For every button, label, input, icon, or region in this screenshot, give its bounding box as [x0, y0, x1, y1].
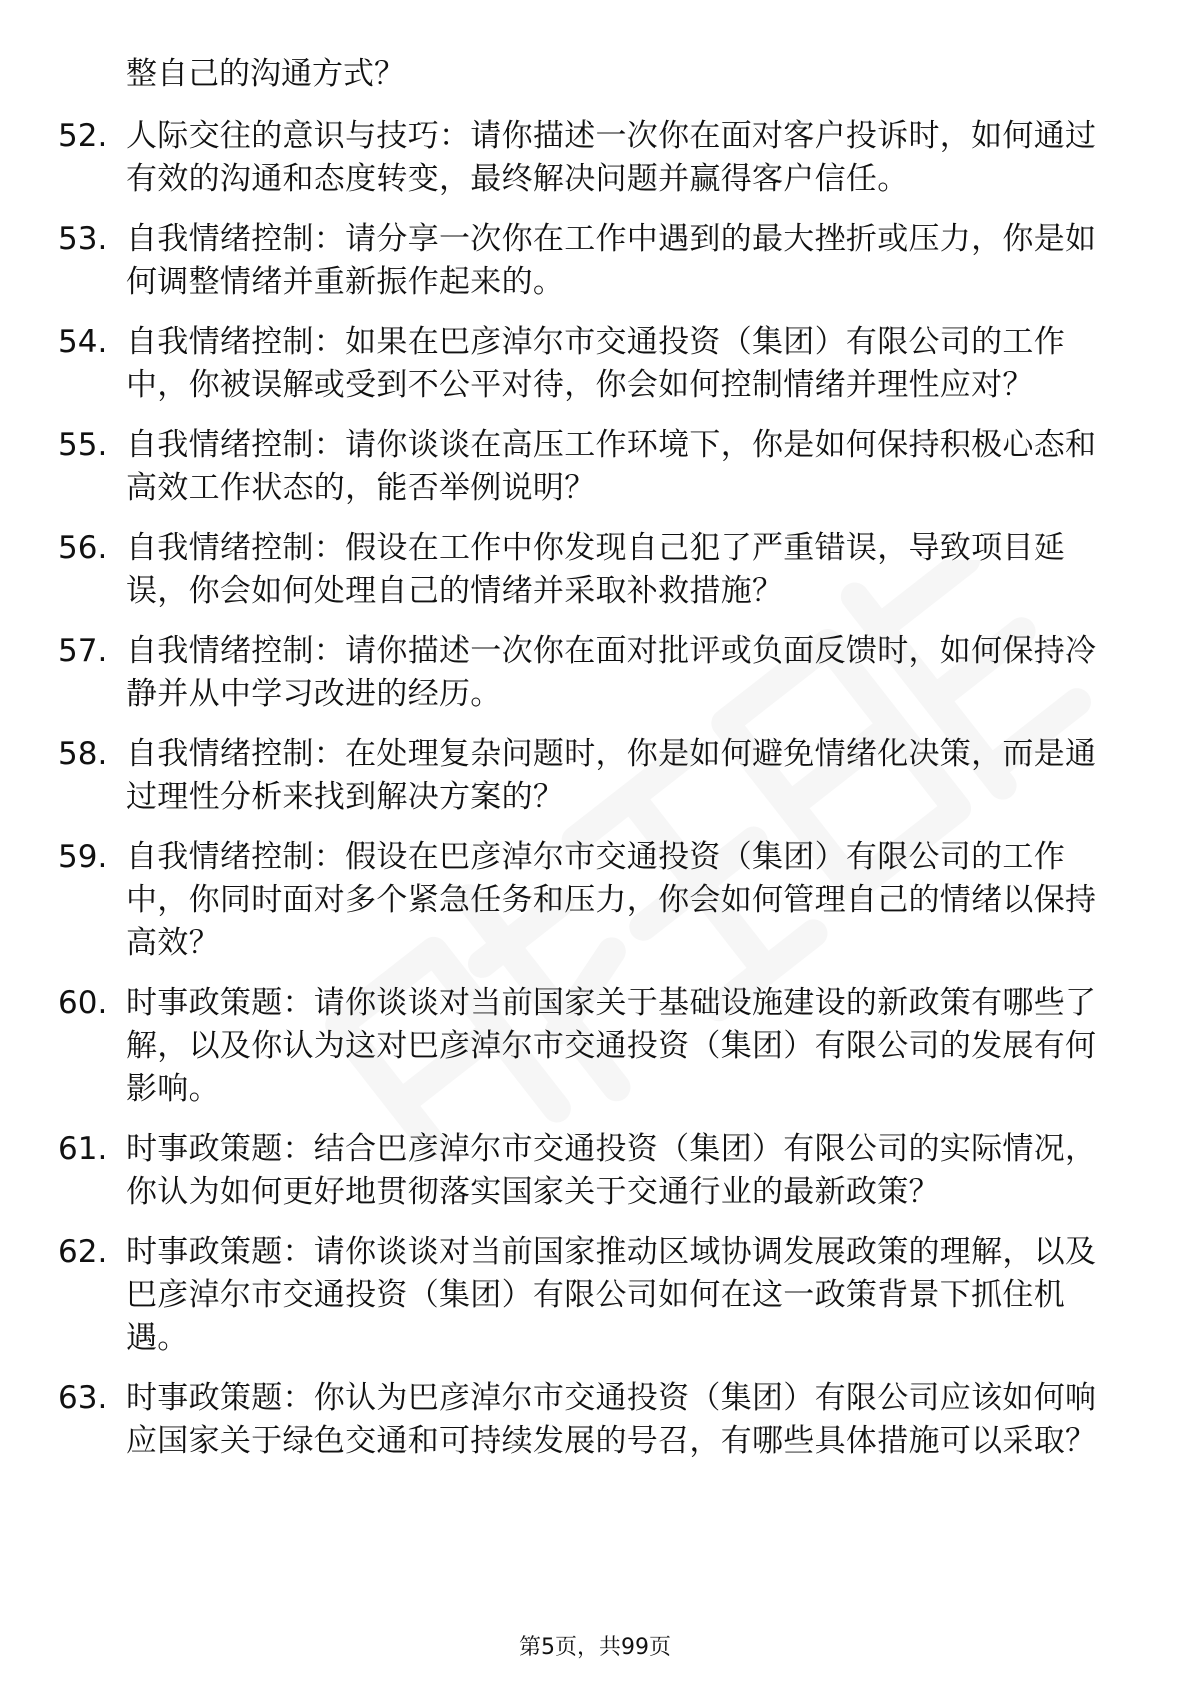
item-number: 58.	[58, 736, 108, 772]
list-item	[58, 982, 1108, 1111]
question-list	[58, 52, 1108, 1480]
item-text: 自我情绪控制：请你描述一次你在面对批评或负面反馈时，如何保持冷静并从中学习改进的经历。	[126, 633, 1097, 712]
list-item	[58, 1377, 1108, 1463]
list-item	[58, 836, 1108, 965]
item-number: 61.	[58, 1131, 108, 1167]
item-text: 自我情绪控制：假设在工作中你发现自己犯了严重错误，导致项目延误，你会如何处理自己的情绪并采取补救措施？	[126, 530, 1065, 609]
item-number: 59.	[58, 839, 108, 875]
list-item	[58, 1231, 1108, 1360]
item-number: 53.	[58, 221, 108, 257]
list-item	[58, 527, 1108, 613]
list-item	[58, 424, 1108, 510]
item-text: 自我情绪控制：请分享一次你在工作中遇到的最大挫折或压力，你是如何调整情绪并重新振作起来的。	[126, 221, 1097, 300]
list-item	[58, 321, 1108, 407]
continuation-text: 整自己的沟通方式？	[126, 56, 405, 92]
item-text: 时事政策题：你认为巴彦淖尔市交通投资（集团）有限公司应该如何响应国家关于绿色交通和可持续发展的号召，有哪些具体措施可以采取？	[126, 1380, 1097, 1459]
item-text: 时事政策题：请你谈谈对当前国家关于基础设施建设的新政策有哪些了解，以及你认为这对巴彦淖尔市交通投资（集团）有限公司的发展有何影响。	[126, 985, 1097, 1107]
list-item	[58, 630, 1108, 716]
item-text: 自我情绪控制：如果在巴彦淖尔市交通投资（集团）有限公司的工作中，你被误解或受到不公平对待，你会如何控制情绪并理性应对？	[126, 324, 1065, 403]
page-footer: 第5页，共99页	[519, 1635, 671, 1660]
item-number: 54.	[58, 324, 108, 360]
item-text: 自我情绪控制：假设在巴彦淖尔市交通投资（集团）有限公司的工作中，你同时面对多个紧急任务和压力，你会如何管理自己的情绪以保持高效？	[126, 839, 1097, 961]
item-number: 55.	[58, 427, 108, 463]
item-number: 56.	[58, 530, 108, 566]
list-item	[58, 1128, 1108, 1214]
item-number: 57.	[58, 633, 108, 669]
item-number: 60.	[58, 985, 108, 1021]
item-number: 63.	[58, 1380, 108, 1416]
list-item	[58, 733, 1108, 819]
list-item	[58, 115, 1108, 201]
item-number: 62.	[58, 1234, 108, 1270]
item-text: 自我情绪控制：在处理复杂问题时，你是如何避免情绪化决策，而是通过理性分析来找到解决方案的？	[126, 736, 1097, 815]
item-text: 人际交往的意识与技巧：请你描述一次你在面对客户投诉时，如何通过有效的沟通和态度转变，最终解决问题并赢得客户信任。	[126, 118, 1097, 197]
item-text: 时事政策题：请你谈谈对当前国家推动区域协调发展政策的理解，以及巴彦淖尔市交通投资（集团）有限公司如何在这一政策背景下抓住机遇。	[126, 1234, 1097, 1356]
item-number: 52.	[58, 118, 108, 154]
item-text: 自我情绪控制：请你谈谈在高压工作环境下，你是如何保持积极心态和高效工作状态的，能否举例说明？	[126, 427, 1097, 506]
item-text: 时事政策题：结合巴彦淖尔市交通投资（集团）有限公司的实际情况，你认为如何更好地贯彻落实国家关于交通行业的最新政策？	[126, 1131, 1097, 1210]
list-item	[58, 218, 1108, 304]
